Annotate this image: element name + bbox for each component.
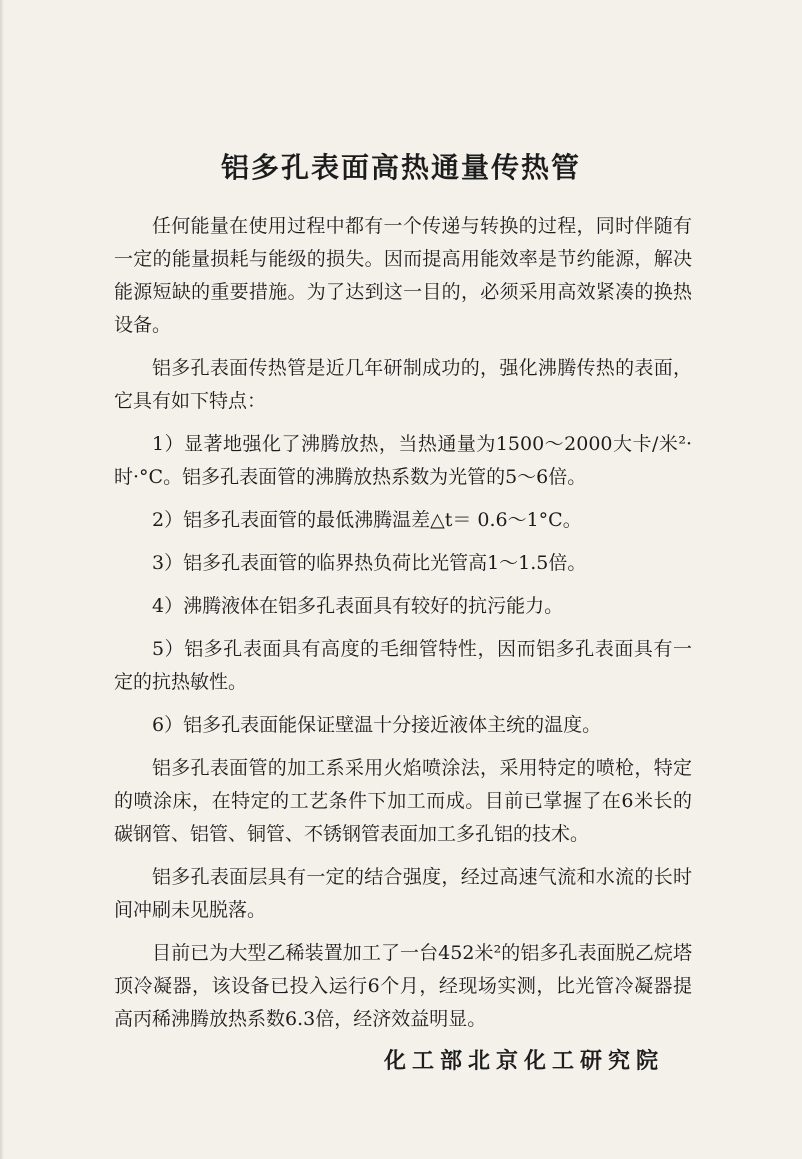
paragraph-features-lead: 铝多孔表面传热管是近几年研制成功的，强化沸腾传热的表面，它具有如下特点： [114,357,692,412]
paragraph-application: 目前已为大型乙稀装置加工了一台452米²的铝多孔表面脱乙烷塔顶冷凝器，该设备已投入运行6个月，经现场实测，比光管冷凝器提高丙稀沸腾放热系数6.3倍，经济效益明显。 [114,942,692,1030]
feature-item-2: 2）铝多孔表面管的最低沸腾温差△t＝ 0.6～1°C。 [152,509,582,531]
paragraph-processing: 铝多孔表面管的加工系采用火焰喷涂法，采用特定的喷枪，特定的喷涂床，在特定的工艺条件下加工而成。目前已掌握了在6米长的碳钢管、铝管、铜管、不锈钢管表面加工多孔铝的技术。 [114,757,692,845]
institution-signature: 化工部北京化工研究院 [384,1049,665,1074]
feature-item-1: 1）显著地强化了沸腾放热，当热通量为1500～2000大卡/米²·时·°C。铝多孔表面管的沸腾放热系数为光管的5～6倍。 [114,433,692,488]
paragraph-strength: 铝多孔表面层具有一定的结合强度，经过高速气流和水流的长时间冲刷未见脱落。 [114,866,692,921]
feature-item-4: 4）沸腾液体在铝多孔表面具有较好的抗污能力。 [152,595,564,617]
feature-item-6: 6）铝多孔表面能保证壁温十分接近液体主统的温度。 [152,714,602,736]
feature-item-3: 3）铝多孔表面管的临界热负荷比光管高1～1.5倍。 [152,552,587,574]
document-title: 铝多孔表面高热通量传热管 [220,151,581,184]
feature-item-5: 5）铝多孔表面具有高度的毛细管特性，因而铝多孔表面具有一定的抗热敏性。 [114,638,692,693]
document-body [114,210,692,1046]
paragraph-intro: 任何能量在使用过程中都有一个传递与转换的过程，同时伴随有一定的能量损耗与能级的损失。因而提高用能效率是节约能源，解决能源短缺的重要措施。为了达到这一目的，必须采用高效紧凑的换热设备。 [114,215,692,336]
